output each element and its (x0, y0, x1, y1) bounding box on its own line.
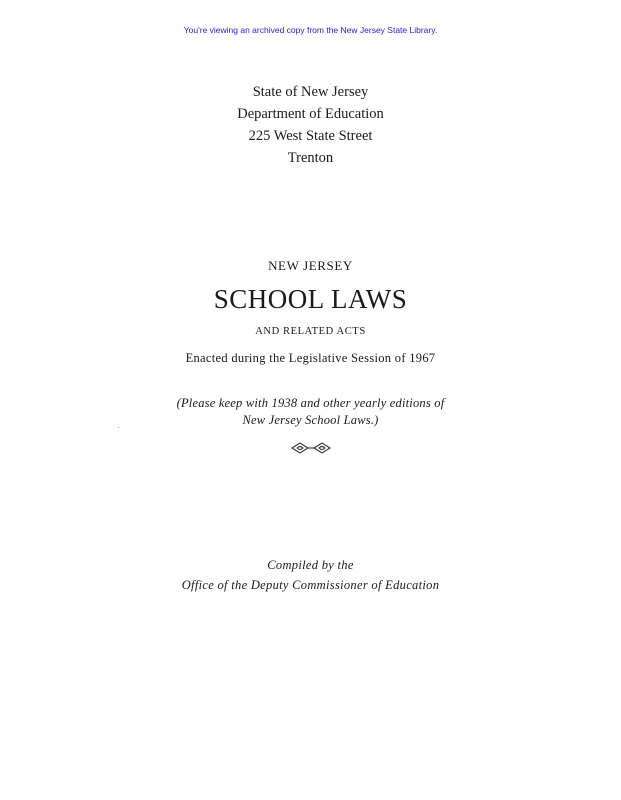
archive-banner-link[interactable]: You're viewing an archived copy from the New Jersey State Library. (183, 25, 438, 35)
document-subtitle: AND RELATED ACTS (255, 326, 366, 337)
compiled-by-line: Compiled by the (267, 558, 354, 572)
edition-note (0, 395, 621, 429)
edition-note-line-1: (Please keep with 1938 and other yearly editions of (176, 396, 445, 410)
enacted-line: Enacted during the Legislative Session of 1967 (185, 351, 436, 365)
address-line-city: Trenton (287, 150, 334, 166)
document-title: SCHOOL LAWS (213, 284, 408, 314)
address-line-department: Department of Education (237, 106, 384, 122)
address-line-street: 225 West State Street (248, 128, 373, 144)
compiling-office-line: Office of the Deputy Commissioner of Education (181, 578, 440, 592)
scan-speck (118, 427, 119, 428)
address-block (0, 81, 621, 169)
address-line-state: State of New Jersey (252, 84, 369, 100)
title-kicker: NEW JERSEY (268, 258, 353, 273)
edition-note-line-2: New Jersey School Laws.) (242, 413, 379, 427)
compiled-by-block (0, 555, 621, 595)
scroll-ornament-icon (290, 441, 332, 455)
